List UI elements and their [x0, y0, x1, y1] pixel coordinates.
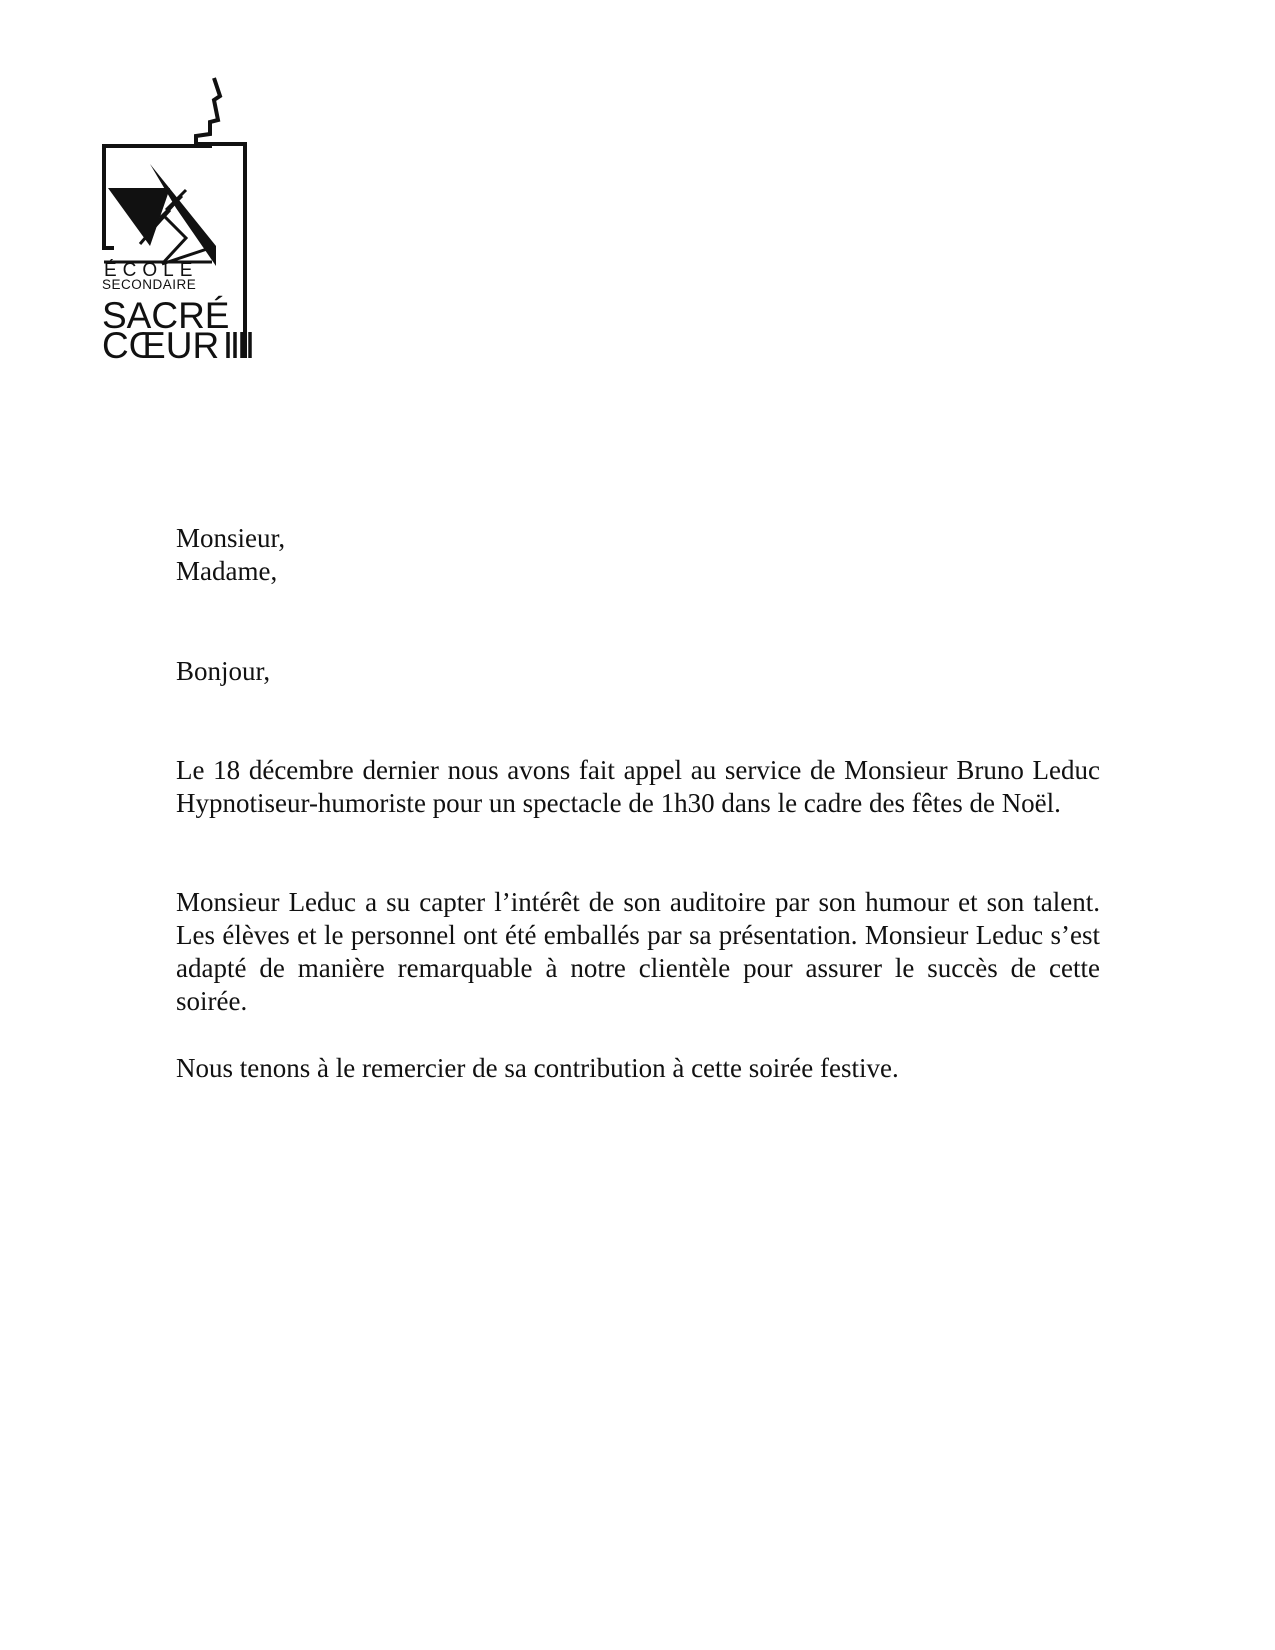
logo-text-secondaire: SECONDAIRE	[102, 277, 197, 292]
paragraph-3: Nous tenons à le remercier de sa contribution à cette soirée festive.	[176, 1053, 899, 1083]
logo-text-coeur: CŒUR	[102, 325, 220, 366]
salutation	[176, 522, 1100, 588]
salutation-line: Madame,	[176, 556, 278, 586]
logo-text-sacre: SACRÉ	[102, 295, 230, 336]
school-logo	[100, 76, 270, 376]
salutation-line: Monsieur,	[176, 523, 286, 553]
letter-body	[176, 522, 1100, 1083]
greeting: Bonjour,	[176, 656, 271, 686]
paragraph-2: Monsieur Leduc a su capter l’intérêt de son auditoire par son humour et son talent. Les élèves et le personnel ont été emballés par sa présentation. Monsieur Leduc s’est adapté de manière remarquable à notre clientèle pour assurer le succès de cette soirée.	[176, 887, 1100, 1016]
paragraph-1: Le 18 décembre dernier nous avons fait appel au service de Monsieur Bruno Leduc Hypnotiseur-humoriste pour un spectacle de 1h30 dans le cadre des fêtes de Noël.	[176, 755, 1100, 818]
logo-text-ecole: ÉCOLE	[104, 260, 199, 281]
